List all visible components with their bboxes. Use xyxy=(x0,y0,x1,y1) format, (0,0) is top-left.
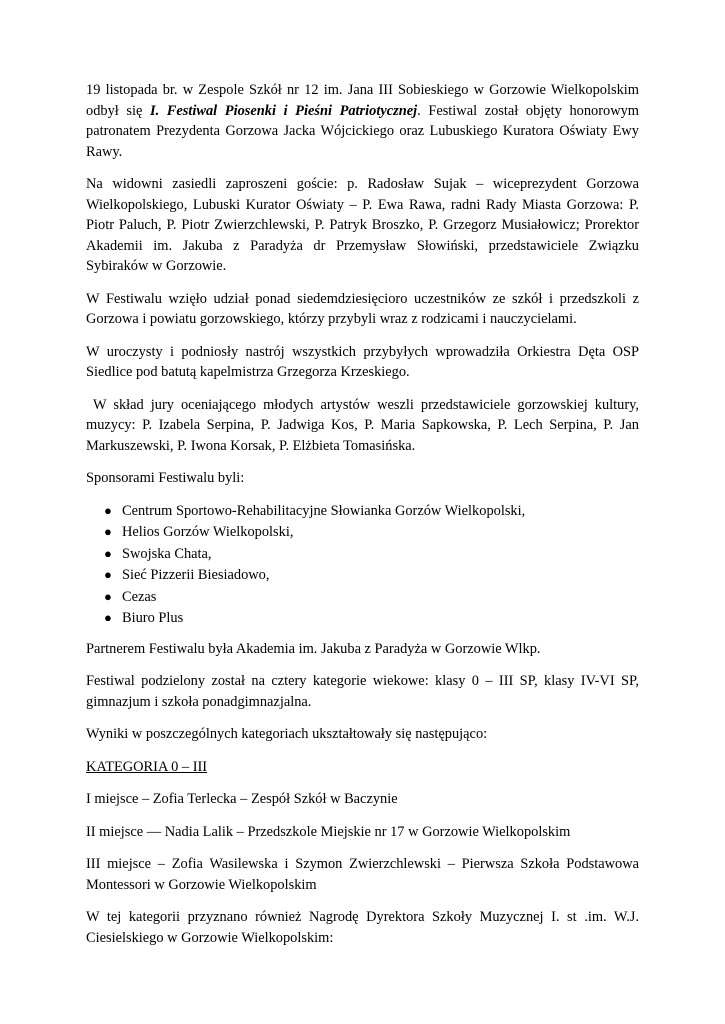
sponsors-intro: Sponsorami Festiwalu byli: xyxy=(86,470,245,486)
orchestra-paragraph: W uroczysty i podniosły nastrój wszystkich przybyłych wprowadziła Orkiestra Dęta OSP Siedlice pod batutą kapelmistrza Grzegorza Krzeskiego. xyxy=(86,343,643,380)
participants-paragraph: W Festiwalu wzięło udział ponad siedemdziesięcioro uczestników ze szkół i przedszkoli z Gorzowa i powiatu gorzowskiego, którzy przybyli wraz z rodzicami i nauczycielami. xyxy=(86,290,639,327)
intro-text-before: 19 listopada br. w Zespole Szkół nr 12 im. Jana III Sobieskiego w Gorzowie Wielkopolskim odbył się xyxy=(86,82,639,119)
award-paragraph: W tej kategorii przyznano również Nagrodę Dyrektora Szkoły Muzycznej I. st .im. W.J. Ciesielskiego w Gorzowie Wielkopolskim: xyxy=(86,909,639,946)
list-item xyxy=(86,501,639,522)
bullet-icon: ● xyxy=(104,588,112,604)
first-place: I miejsce – Zofia Terlecka – Zespół Szkół w Baczynie xyxy=(86,791,398,807)
third-place: III miejsce – Zofia Wasilewska i Szymon Zwierzchlewski – Pierwsza Szkoła Podstawowa Montessori w Gorzowie Wielkopolskim xyxy=(86,856,639,893)
sponsor-name: Cezas xyxy=(122,588,157,605)
sponsor-name: Helios Gorzów Wielkopolski, xyxy=(122,524,294,540)
bullet-icon: ● xyxy=(104,610,112,625)
sponsor-name: Biuro Plus xyxy=(122,610,184,626)
list-item xyxy=(86,608,639,629)
bullet-icon: ● xyxy=(104,545,112,561)
list-item xyxy=(86,522,639,543)
list-item xyxy=(86,587,639,608)
sponsor-name: Swojska Chata, xyxy=(122,545,212,562)
results-intro: Wyniki w poszczególnych kategoriach ukształtowały się następująco: xyxy=(86,726,488,742)
list-item xyxy=(86,544,639,565)
second-place: II miejsce — Nadia Lalik – Przedszkole Miejskie nr 17 w Gorzowie Wielkopolskim xyxy=(86,823,571,840)
bullet-icon: ● xyxy=(104,502,112,518)
partner-paragraph: Partnerem Festiwalu była Akademia im. Jakuba z Paradyża w Gorzowie Wlkp. xyxy=(86,640,541,657)
categories-paragraph: Festiwal podzielony został na cztery kategorie wiekowe: klasy 0 – III SP, klasy IV-VI SP, gimnazjum i szkoła ponadgimnazjalna. xyxy=(86,673,639,710)
intro-text-after: . Festiwal został objęty honorowym patronatem Prezydenta Gorzowa Jacka Wójcickiego oraz Lubuskiego Kuratora Oświaty Ewy Rawy. xyxy=(86,102,640,160)
sponsor-name: Sieć Pizzerii Biesiadowo, xyxy=(122,567,270,583)
list-item xyxy=(86,565,639,586)
document-body xyxy=(86,80,643,960)
category-heading: KATEGORIA 0 – III xyxy=(86,758,208,775)
festival-name: I. Festiwal Piosenki i Pieśni Patriotycznej xyxy=(150,102,418,119)
jury-paragraph: W skład jury oceniającego młodych artystów weszli przedstawiciele gorzowskiej kultury, muzycy: P. Izabela Serpina, P. Jadwiga Kos, P. Maria Sapkowska, P. Lech Serpina, P. Jan Markuszewski, P. Iwona Korsak, P. Elżbieta Tomasińska. xyxy=(86,396,643,454)
sponsor-name: Centrum Sportowo-Rehabilitacyjne Słowianka Gorzów Wielkopolski, xyxy=(122,502,526,519)
bullet-icon: ● xyxy=(104,524,112,539)
bullet-icon: ● xyxy=(104,567,112,582)
guests-paragraph: Na widowni zasiedli zaproszeni goście: p. Radosław Sujak – wiceprezydent Gorzowa Wielkopolskiego, Lubuski Kurator Oświaty – P. Ewa Rawa, radni Rady Miasta Gorzowa: P. Piotr Paluch, P. Piotr Zwierzchlewski, P. Patryk Broszko, P. Grzegorz Musiałowicz; Prorektor Akademii im. Jakuba z Paradyża dr Przemysław Słowiński, przedstawiciele Związku Sybiraków w Gorzowie. xyxy=(86,176,639,274)
intro-paragraph xyxy=(86,80,639,162)
sponsors-list xyxy=(86,501,639,629)
